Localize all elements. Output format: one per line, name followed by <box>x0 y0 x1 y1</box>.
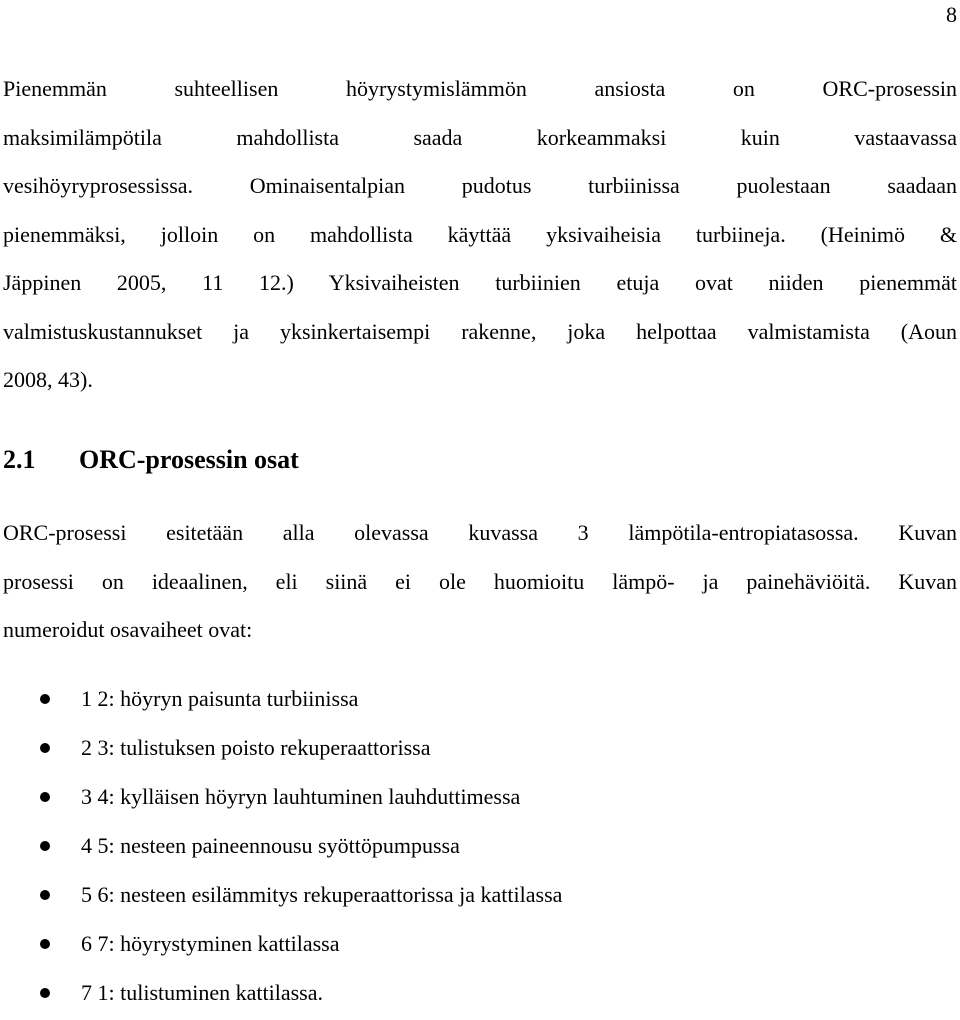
paragraph-line: pienemmäksi, jolloin on mahdollista käyttää yksivaiheisia turbiineja. (Heinimö & <box>3 221 957 247</box>
bullet-icon <box>40 743 50 753</box>
section-number: 2.1 <box>3 445 36 474</box>
bullet-icon <box>40 841 50 851</box>
section-paragraph <box>3 509 957 655</box>
list-item-text: 7 1: tulistuminen kattilassa. <box>81 980 323 1005</box>
paragraph-line: numeroidut osavaiheet ovat: <box>3 617 253 642</box>
list-item-text: 6 7: höyrystyminen kattilassa <box>81 931 340 956</box>
page-number: 8 <box>946 2 957 27</box>
paragraph-line: vesihöyryprosessissa. Ominaisentalpian pudotus turbiinissa puolestaan saadaan <box>3 173 957 198</box>
list-item-text: 2 3: tulistuksen poisto rekuperaattorissa <box>81 735 431 760</box>
bullet-icon <box>40 939 50 949</box>
bullet-icon <box>40 890 50 900</box>
bullet-icon <box>40 792 50 802</box>
list-item-text: 4 5: nesteen paineennousu syöttöpumpussa <box>81 833 460 858</box>
section-heading <box>3 438 299 482</box>
bullet-icon <box>40 694 50 704</box>
list-item-text: 3 4: kylläisen höyryn lauhtuminen lauhduttimessa <box>81 784 521 809</box>
bullet-icon <box>40 988 50 998</box>
list-item-text: 1 2: höyryn paisunta turbiinissa <box>81 686 359 711</box>
intro-paragraph <box>3 65 957 405</box>
paragraph-line: 2008, 43). <box>3 367 93 392</box>
section-title: ORC-prosessin osat <box>79 445 299 474</box>
paragraph-line: ORC-prosessi esitetään alla olevassa kuvassa 3 lämpötila-entropiatasossa. Kuvan <box>3 520 957 545</box>
paragraph-line: prosessi on ideaalinen, eli siinä ei ole huomioitu lämpö- ja painehäviöitä. Kuvan <box>3 568 957 594</box>
paragraph-line: Pienemmän suhteellisen höyrystymislämmön ansiosta on ORC-prosessin <box>3 76 957 101</box>
paragraph-line: valmistuskustannukset ja yksinkertaisempi rakenne, joka helpottaa valmistamista (Aoun <box>3 318 957 344</box>
paragraph-line: Jäppinen 2005, 11 12.) Yksivaiheisten turbiinien etuja ovat niiden pienemmät <box>3 270 957 295</box>
list-item-text: 5 6: nesteen esilämmitys rekuperaattorissa ja kattilassa <box>81 882 563 907</box>
paragraph-line: maksimilämpötila mahdollista saada korkeammaksi kuin vastaavassa <box>3 124 957 150</box>
